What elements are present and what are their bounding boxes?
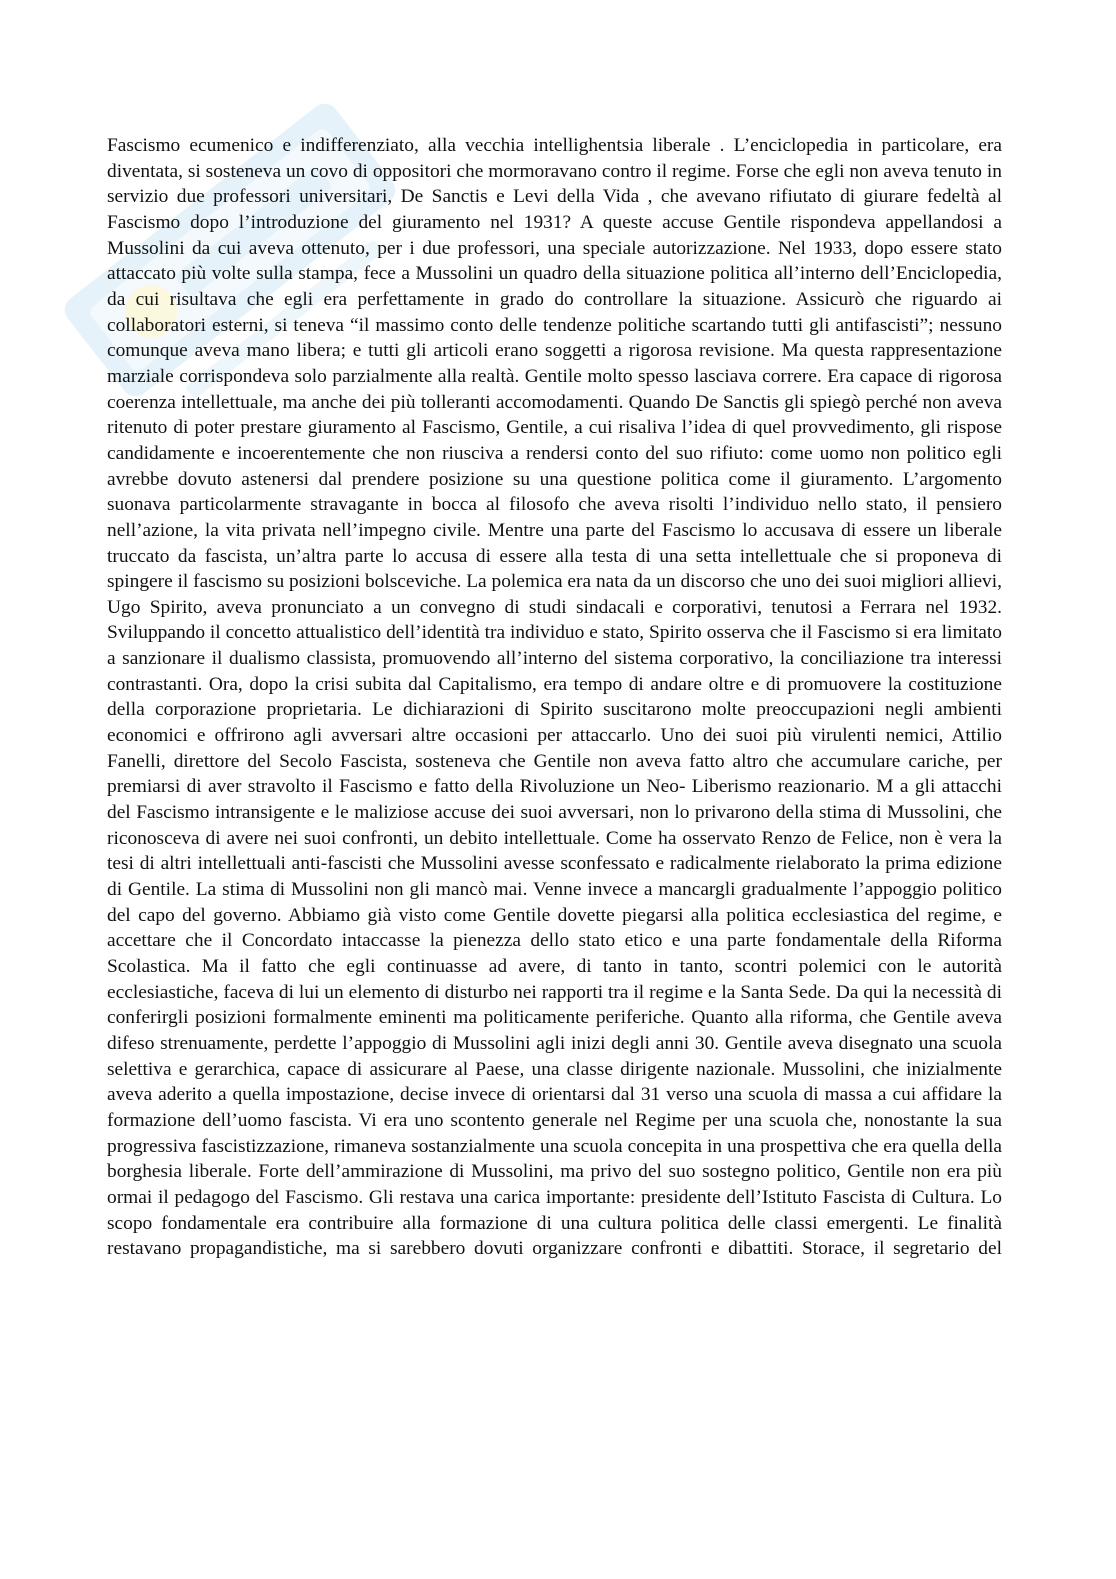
document-body-text: Fascismo ecumenico e indifferenziato, alla vecchia intellighentsia liberale . L’enciclopedia in particolare, era diventata, si sosteneva un covo di oppositori che mormoravano contro il regime. Forse che egli non aveva tenuto in servizio due professori universitari, De Sanctis e Levi della Vida , che avevano rifiutato di giurare fedeltà al Fascismo dopo l’introduzione del giuramento nel 1931? A queste accuse Gentile rispondeva appellandosi a Mussolini da cui aveva ottenuto, per i due professori, una speciale autorizzazione. Nel 1933, dopo essere stato attaccato più volte sulla stampa, fece a Mussolini un quadro della situazione politica all’interno dell’Enciclopedia, da cui risultava che egli era perfettamente in grado do controllare la situazione. Assicurò che riguardo ai collaboratori esterni, si teneva “il massimo conto delle tendenze politiche scartando tutti gli antifascisti”; nessuno comunque aveva mano libera; e tutti gli articoli erano soggetti a rigorosa revisione. Ma questa rappresentazione marziale corrispondeva solo parzialmente alla realtà. Gentile molto spesso lasciava correre. Era capace di rigorosa coerenza intellettuale, ma anche dei più tolleranti accomodamenti. Quando De Sanctis gli spiegò perché non aveva ritenuto di poter prestare giuramento al Fascismo, Gentile, a cui risaliva l’idea di quel provvedimento, gli rispose candidamente e incoerentemente che non riusciva a rendersi conto del suo rifiuto: come uomo non politico egli avrebbe dovuto astenersi dal prendere posizione su una questione politica come il giuramento. L’argomento suonava particolarmente stravagante in bocca al filosofo che aveva risolti l’individuo nello stato, il pensiero nell’azione, la vita privata nell’impegno civile. Mentre una parte del Fascismo lo accusava di essere un liberale truccato da fascista, un’altra parte lo accusa di essere alla testa di una setta intellettuale che si proponeva di spingere il fascismo su posizioni bolsceviche. La polemica era nata da un discorso che uno dei suoi migliori allievi, Ugo Spirito, aveva pronunciato a un convegno di studi sindacali e corporativi, tenutosi a Ferrara nel 1932. Sviluppando il concetto attualistico dell’identità tra individuo e stato, Spirito osserva che il Fascismo si era limitato a sanzionare il dualismo classista, promuovendo all’interno del sistema corporativo, la conciliazione tra interessi contrastanti. Ora, dopo la crisi subita dal Capitalismo, era tempo di andare oltre e di promuovere la costituzione della corporazione proprietaria. Le dichiarazioni di Spirito suscitarono molte preoccupazioni negli ambienti economici e offrirono agli avversari altre occasioni per attaccarlo. Uno dei suoi più virulenti nemici, Attilio Fanelli, direttore del Secolo Fascista, sosteneva che Gentile non aveva fatto altro che accumulare cariche, per premiarsi di aver stravolto il Fascismo e fatto della Rivoluzione un Neo- Liberismo reazionario. M a gli attacchi del Fascismo intransigente e le maliziose accuse dei suoi avversari, non lo privarono della stima di Mussolini, che riconosceva di avere nei suoi confronti, un debito intellettuale. Come ha osservato Renzo de Felice, non è vera la tesi di altri intellettuali anti-fascisti che Mussolini avesse sconfessato e radicalmente rielaborato la prima edizione di Gentile. La stima di Mussolini non gli mancò mai. Venne invece a mancargli gradualmente l’appoggio politico del capo del governo. Abbiamo già visto come Gentile dovette piegarsi alla politica ecclesiastica del regime, e accettare che il Concordato intaccasse la pienezza dello stato etico e una parte fondamentale della Riforma Scolastica. Ma il fatto che egli continuasse ad avere, di tanto in tanto, scontri polemici con le autorità ecclesiastiche, faceva di lui un elemento di disturbo nei rapporti tra il regime e la Santa Sede. Da qui la necessità di conferirgli posizioni formalmente eminenti ma politicamente periferiche. Quanto alla riforma, che Gentile aveva difeso strenuamente, perdette l’appoggio di Mussolini agli inizi degli anni 30. Gentile aveva disegnato una scuola selettiva e gerarchica, capace di assicurare al Paese, una classe dirigente nazionale. Mussolini, che inizialmente aveva aderito a quella impostazione, decise invece di orientarsi dal 31 verso una scuola di massa a cui affidare la formazione dell’uomo fascista. Vi era uno scontento generale nel Regime per una scuola che, nonostante la sua progressiva fascistizzazione, rimaneva sostanzialmente una scuola concepita in una prospettiva che era quella della borghesia liberale. Forte dell’ammirazione di Mussolini, ma privo del suo sostegno politico, Gentile non era più ormai il pedagogo del Fascismo. Gli restava una carica importante: presidente dell’Istituto Fascista di Cultura. Lo scopo fondamentale era contribuire alla formazione di una cultura politica delle classi emergenti. Le finalità restavano propagandistiche, ma si sarebbero dovuti organizzare confronti e dibattiti. Storace, il segretario del [107,135,1002,1260]
